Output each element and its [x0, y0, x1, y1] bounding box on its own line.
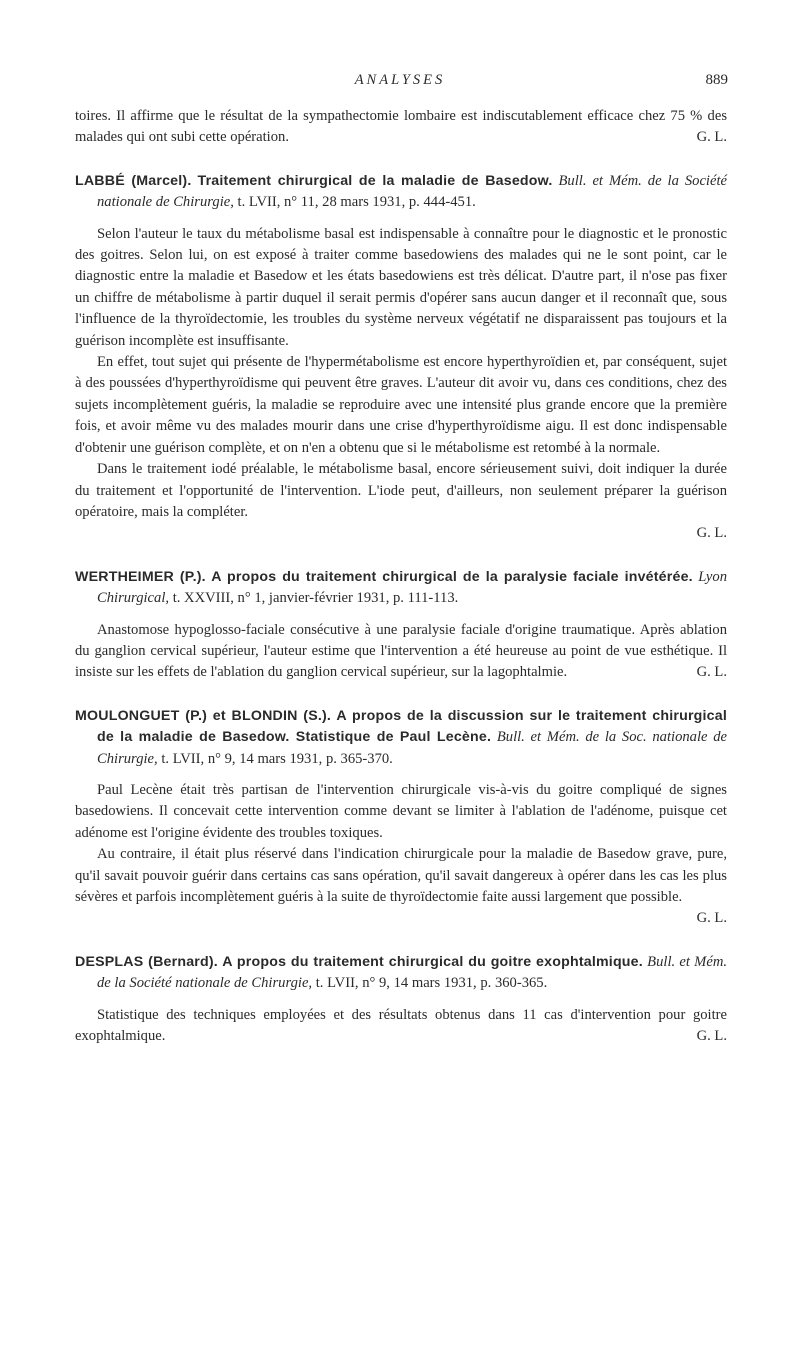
entry-source-ref: t. LVII, n° 9, 14 mars 1931, p. 365-370. — [161, 750, 393, 767]
entry-title: A propos du traitement chirurgical de la paralysie faciale invétérée. — [211, 568, 693, 585]
review-entry — [75, 171, 727, 545]
signature: G. L. — [696, 910, 727, 927]
entry-title: A propos du traitement chirurgical du goitre exophtalmique. — [222, 953, 643, 970]
review-entry — [75, 706, 727, 930]
entry-source-ref: t. LVII, n° 9, 14 mars 1931, p. 360-365. — [315, 975, 548, 992]
entry-heading — [75, 567, 727, 610]
signature: G. L. — [696, 525, 727, 542]
article-body — [75, 106, 727, 1047]
entry-author: MOULONGUET (P.) et BLONDIN (S.). — [75, 707, 332, 724]
entry-author: LABBÉ (Marcel). — [75, 172, 192, 189]
entry-source-ref: t. XXVIII, n° 1, janvier-février 1931, p. 111-113. — [172, 590, 459, 607]
entry-heading — [75, 171, 727, 214]
entry-paragraph: En effet, tout sujet qui présente de l'hypermétabolisme est encore hyperthyroïdien et, par conséquent, sujet à des poussées d'hyperthyroïdisme qui peuvent être graves. L'auteur dit avoir vu, dans ces conditions, chez des sujets incomplètement guéris, la maladie se reproduire avec une intensité plus grande encore que la première fois, et avoir même vu des malades mourir dans une crise d'hyperthyroïdisme aigu. Il est donc indispensable d'obtenir une guérison complète, et on n'en a obtenu que si le métabolisme est retombé à la normale. — [75, 354, 727, 456]
entry-paragraph: Dans le traitement iodé préalable, le métabolisme basal, encore sérieusement suivi, doit indiquer la durée du traitement et l'opportunité de l'intervention. L'iode peut, d'ailleurs, non seulement préparer la guérison opératoire, mais la compléter. — [75, 461, 727, 520]
entry-heading — [75, 706, 727, 770]
entry-heading — [75, 952, 727, 995]
entry-title: Traitement chirurgical de la maladie de Basedow. — [197, 172, 553, 189]
signature: G. L. — [696, 664, 727, 681]
entry-source-journal: Bull. et Mém. de la Société nationale de Chirurgie, — [97, 172, 727, 211]
entry-paragraph-text: Statistique des techniques employées et des résultats obtenus dans 11 cas d'intervention pour goitre exophtalmique. — [75, 1006, 727, 1045]
intro-text: toires. Il affirme que le résultat de la sympathectomie lombaire est indiscutablement efficace chez 75 % des malades qui ont subi cette opération. — [75, 108, 727, 146]
running-head — [0, 72, 800, 94]
entry-paragraph — [75, 844, 727, 927]
entry-author: DESPLAS (Bernard). — [75, 953, 218, 970]
entry-source-journal: Bull. et Mém. de la Société nationale de Chirurgie, — [97, 953, 728, 992]
entry-paragraph: Selon l'auteur le taux du métabolisme basal est indispensable à connaître pour le diagnostic et le pronostic des goitres. Selon lui, on est exposé à traiter comme basedowiens des malades qui ne le sont point, car le diagnostic entre la maladie et Basedow et les états basedowiens est très délicat. D'autre part, il n'ose pas fixer un chiffre de métabolisme à partir duquel il serait permis d'opérer sans aucun danger et il reconnaît que, sous l'influence de la thyroïdectomie, les troubles du système nerveux végétatif ne disparaissent pas toujours et la guérison incomplète est insuffisante. — [75, 225, 727, 349]
entry-paragraph-text: Au contraire, il était plus réservé dans l'indication chirurgicale pour la maladie de Basedow grave, pure, qu'il savait pouvoir guérir dans certains cas sans opération, qu'il savait dangereux à opérer dans les cas les plus sévères et parfois incomplètement guéris à la suite de thyroïdectomie faite aussi largement que possible. — [75, 846, 727, 905]
signature: G. L. — [696, 1028, 727, 1045]
review-entry — [75, 567, 727, 684]
intro-paragraph — [75, 106, 727, 149]
entry-source-ref: t. LVII, n° 11, 28 mars 1931, p. 444-451. — [237, 194, 476, 211]
entry-paragraph — [75, 620, 727, 684]
entry-paragraph — [75, 1005, 727, 1048]
page-number: 889 — [705, 72, 728, 88]
review-entry — [75, 952, 727, 1048]
entry-paragraph: Paul Lecène était très partisan de l'intervention chirurgicale vis-à-vis du goitre compliqué de signes basedowiens. Il concevait cette intervention comme devant se limiter à l'ablation de l'adénome, puisque cet adénome est l'origine évidente des troubles toxiques. — [75, 781, 727, 841]
entry-source-journal: Bull. et Mém. de la Soc. nationale de Chirurgie, — [97, 729, 728, 767]
entry-paragraph-text: Anastomose hypoglosso-faciale consécutive à une paralysie faciale d'origine traumatique. Après ablation du ganglion cervical supérieur, l'auteur estime que l'intervention a été heureuse au point de vue esthétique. Il insiste sur les effets de l'ablation du ganglion cervical supérieur, sur la lagophtalmie. — [75, 621, 727, 681]
entry-source-journal: Lyon Chirurgical, — [97, 568, 727, 607]
entry-author: WERTHEIMER (P.). — [75, 568, 206, 585]
signature: G. L. — [696, 129, 727, 146]
running-title: ANALYSES — [354, 72, 446, 88]
entry-title: A propos de la discussion sur le traitement chirurgical de la maladie de Basedow. Statistique de Paul Lecène. — [97, 707, 727, 746]
